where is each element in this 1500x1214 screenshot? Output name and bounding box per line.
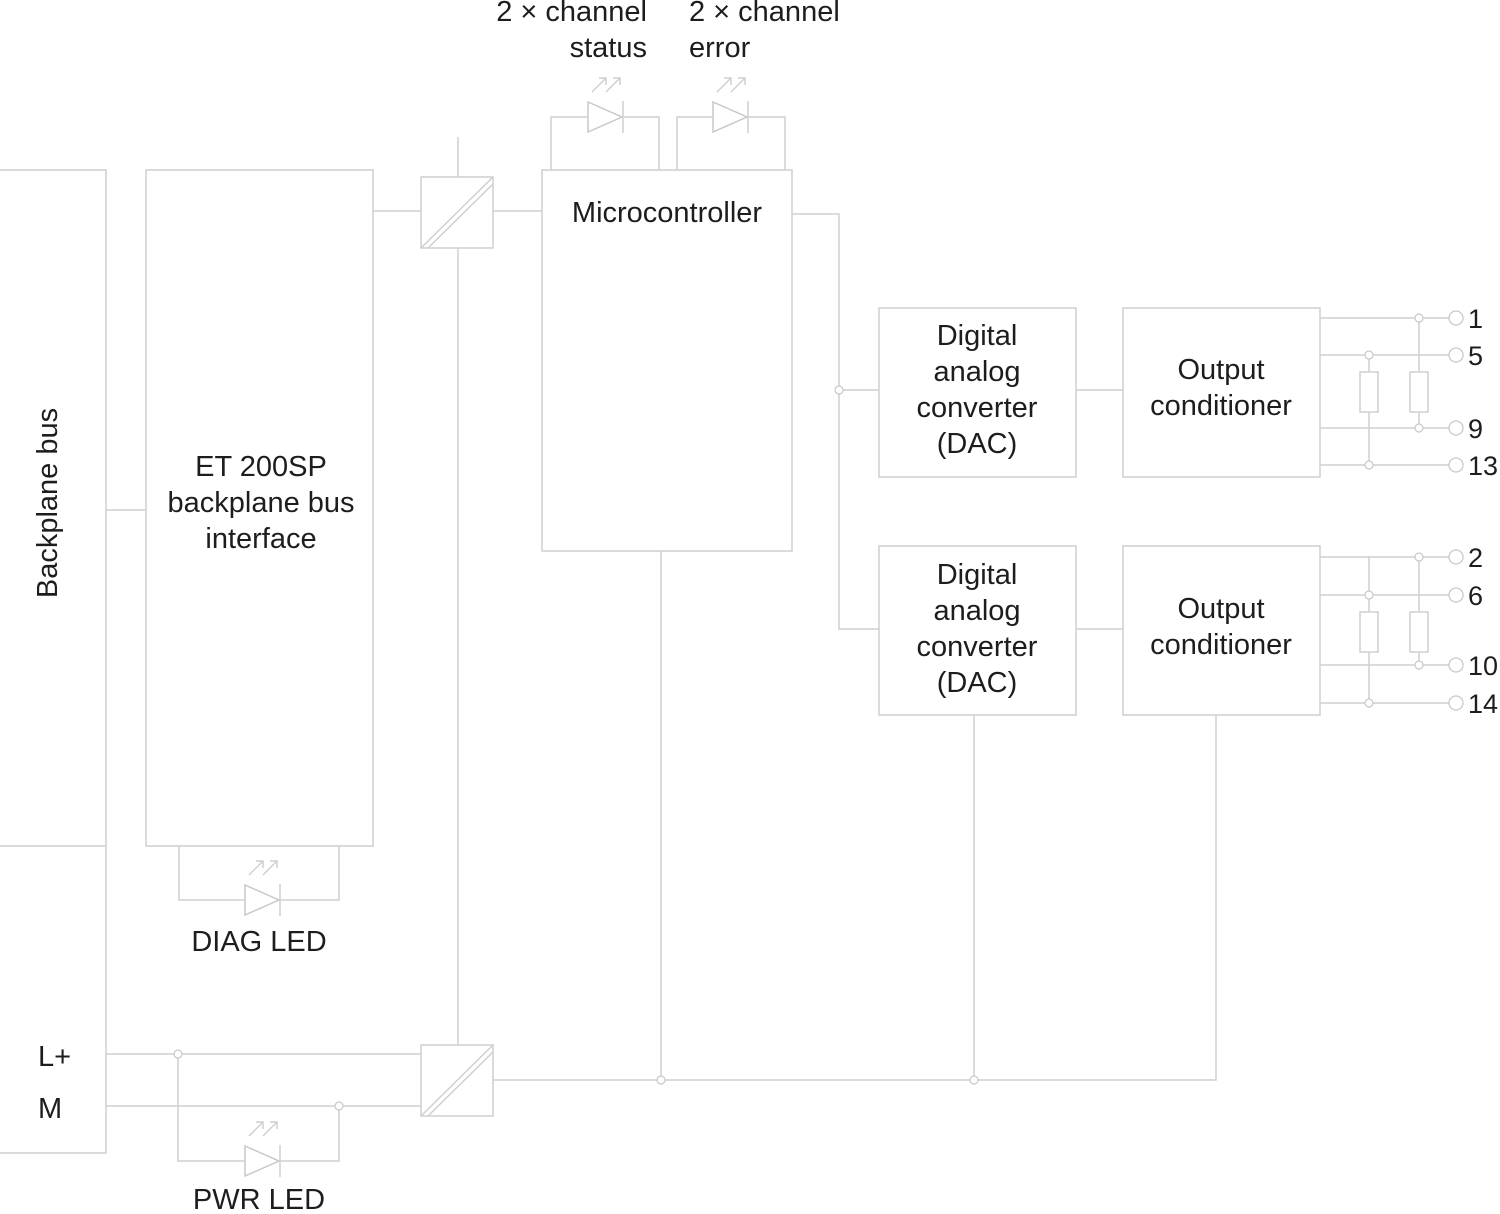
channel-error-label-line-1: 2 × channel <box>689 0 840 28</box>
interface-label-line-2: backplane bus <box>167 487 355 519</box>
interface-label-line-3: interface <box>205 523 317 555</box>
output-2-label-line-1: Output <box>1177 593 1265 625</box>
channel-status-label-line-2: status <box>569 32 647 64</box>
dac-1-label-line-3: converter <box>916 392 1038 424</box>
terminal-group-1 <box>1449 304 1498 481</box>
terminal-10-icon <box>1449 658 1463 672</box>
dac-2-label-line-3: converter <box>916 631 1038 663</box>
microcontroller-label: Microcontroller <box>571 197 763 229</box>
terminal-group-2 <box>1449 543 1498 719</box>
channel-error-led-icon <box>713 78 748 133</box>
resistor-icon <box>1360 612 1378 652</box>
dac-2-label-line-4: (DAC) <box>936 667 1018 699</box>
resistor-icon <box>1410 612 1428 652</box>
terminal-2-icon <box>1449 550 1463 564</box>
terminal-label-5: 5 <box>1468 341 1484 371</box>
terminal-14-icon <box>1449 696 1463 710</box>
output-1-label-line-2: conditioner <box>1150 390 1292 422</box>
resistor-icon <box>1360 372 1378 412</box>
pwr-led-icon <box>245 1122 280 1177</box>
terminal-13-icon <box>1449 458 1463 472</box>
terminal-9-icon <box>1449 421 1463 435</box>
output-2-label-line-2: conditioner <box>1150 629 1292 661</box>
backplane-bus-label: Backplane bus <box>32 407 64 599</box>
terminal-label-9: 9 <box>1468 414 1484 444</box>
pwr-led-label: PWR LED <box>192 1184 326 1214</box>
terminal-5-icon <box>1449 348 1463 362</box>
diag-led-label: DIAG LED <box>191 926 327 958</box>
isolator-lower <box>421 1045 493 1116</box>
output-1-label-line-1: Output <box>1177 354 1265 386</box>
channel-status-label-line-1: 2 × channel <box>496 0 647 28</box>
terminal-1-icon <box>1449 311 1463 325</box>
supply-plus-label: L+ <box>38 1041 72 1073</box>
backplane-bus-block <box>0 170 106 1153</box>
terminal-label-14: 14 <box>1468 689 1499 719</box>
terminal-6-icon <box>1449 588 1463 602</box>
resistor-icon <box>1410 372 1428 412</box>
dac-1-label-line-4: (DAC) <box>936 428 1018 460</box>
dac-1-label-line-1: Digital <box>936 320 1018 352</box>
isolator-upper <box>421 177 493 248</box>
dac-2-label-line-1: Digital <box>936 559 1018 591</box>
channel-status-led-icon <box>588 78 623 133</box>
dac-2-label-line-2: analog <box>933 595 1021 627</box>
terminal-label-1: 1 <box>1468 304 1484 334</box>
terminal-label-10: 10 <box>1468 651 1499 681</box>
diag-led-icon <box>245 861 280 916</box>
terminal-label-6: 6 <box>1468 581 1484 611</box>
interface-label-line-1: ET 200SP <box>195 451 327 483</box>
dac-1-label-line-2: analog <box>933 356 1021 388</box>
terminal-label-2: 2 <box>1468 543 1484 573</box>
supply-minus-label: M <box>38 1093 63 1125</box>
channel-error-label-line-2: error <box>689 32 751 64</box>
terminal-label-13: 13 <box>1468 451 1499 481</box>
